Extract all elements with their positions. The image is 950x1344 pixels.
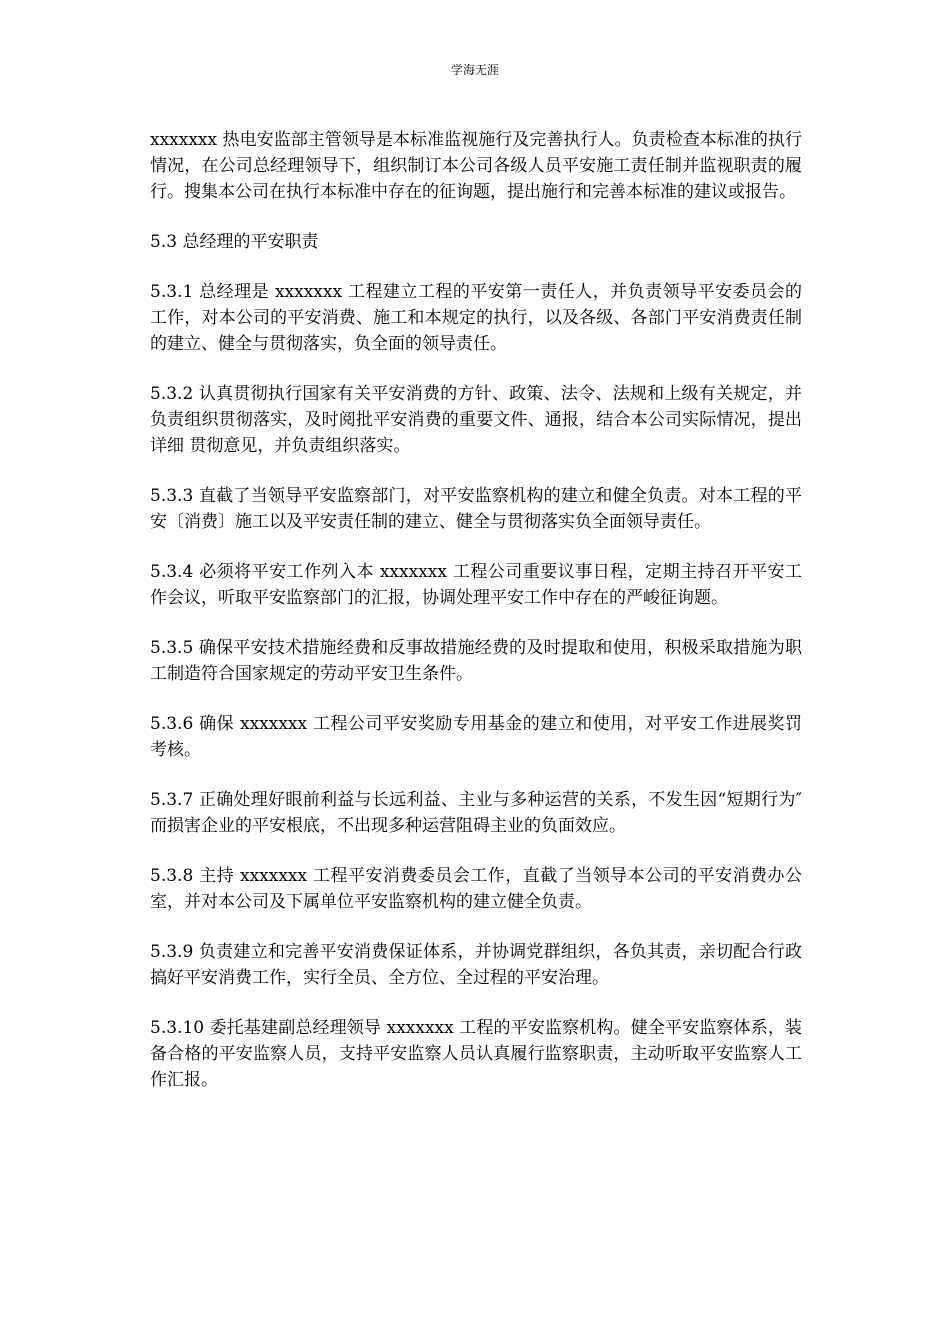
paragraph-5-3-9: 5.3.9 负责建立和完善平安消费保证体系，并协调党群组织，各负其责，亲切配合行政搞好平安消费工作，实行全员、全方位、全过程的平安治理。 xyxy=(150,942,802,988)
paragraph-5-3-2: 5.3.2 认真贯彻执行国家有关平安消费的方针、政策、法令、法规和上级有关规定，并负责组织贯彻落实，及时阅批平安消费的重要文件、通报，结合本公司实际情况，提出详细 贯彻意见，并负责组织落实。 xyxy=(150,384,802,456)
paragraph-5-3-6: 5.3.6 确保 xxxxxxx 工程公司平安奖励专用基金的建立和使用，对平安工作进展奖罚考核。 xyxy=(150,714,802,760)
document-body xyxy=(150,127,802,1117)
paragraph-5-3-3: 5.3.3 直截了当领导平安监察部门，对平安监察机构的建立和健全负责。对本工程的平安〔消费〕施工以及平安责任制的建立、健全与贯彻落实负全面领导责任。 xyxy=(150,486,802,532)
paragraph-intro: xxxxxxx 热电安监部主管领导是本标准监视施行及完善执行人。负责检查本标准的执行情况，在公司总经理领导下，组织制订本公司各级人员平安施工责任制并监视职责的履行。搜集本公司在执行本标准中存在的征询题，提出施行和完善本标准的建议或报告。 xyxy=(150,130,802,202)
paragraph-5-3-4: 5.3.4 必须将平安工作列入本 xxxxxxx 工程公司重要议事日程，定期主持召开平安工作会议，听取平安监察部门的汇报，协调处理平安工作中存在的严峻征询题。 xyxy=(150,562,802,608)
paragraph-5-3-7: 5.3.7 正确处理好眼前利益与长远利益、主业与多种运营的关系，不发生因“短期行为″ 而损害企业的平安根底，不出现多种运营阻碍主业的负面效应。 xyxy=(150,790,802,836)
paragraph-5-3-10: 5.3.10 委托基建副总经理领导 xxxxxxx 工程的平安监察机构。健全平安监察体系，装备合格的平安监察人员，支持平安监察人员认真履行监察职责，主动听取平安监察人工作汇报。 xyxy=(150,1018,802,1090)
paragraph-5-3-1: 5.3.1 总经理是 xxxxxxx 工程建立工程的平安第一责任人，并负责领导平安委员会的工作，对本公司的平安消费、施工和本规定的执行，以及各级、各部门平安消费责任制的建立、健全与贯彻落实，负全面的领导责任。 xyxy=(150,282,802,354)
paragraph-5-3-8: 5.3.8 主持 xxxxxxx 工程平安消费委员会工作，直截了当领导本公司的平安消费办公室，并对本公司及下属单位平安监察机构的建立健全负责。 xyxy=(150,866,802,912)
page-header: 学海无涯 xyxy=(450,63,499,77)
section-heading-5-3: 5.3 总经理的平安职责 xyxy=(150,232,319,252)
paragraph-5-3-5: 5.3.5 确保平安技术措施经费和反事故措施经费的及时提取和使用，积极采取措施为职工制造符合国家规定的劳动平安卫生条件。 xyxy=(150,638,802,684)
